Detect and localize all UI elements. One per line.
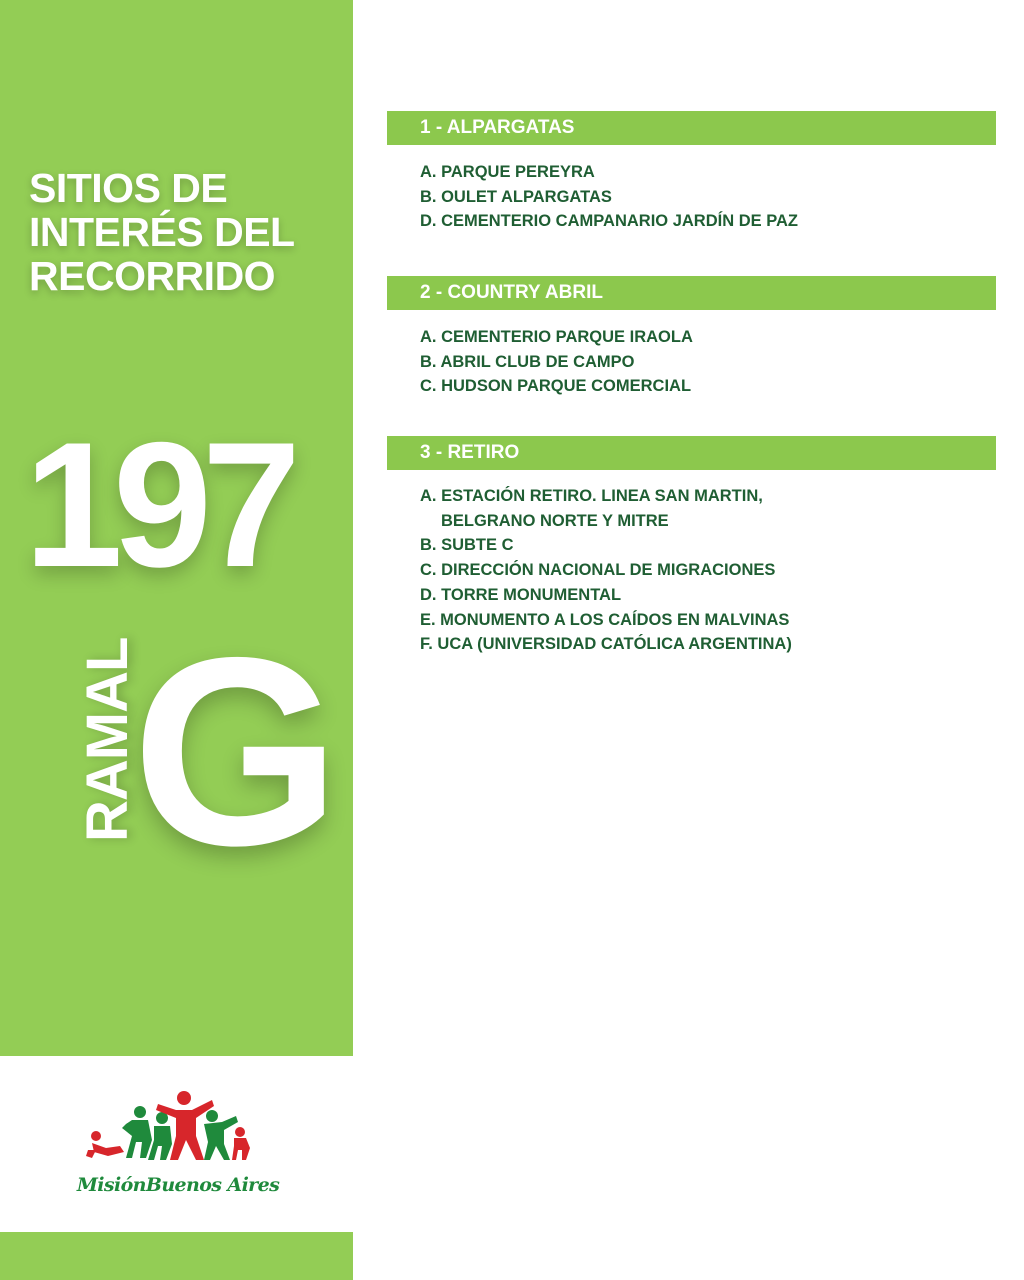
list-item: B. OULET ALPARGATAS xyxy=(420,187,612,206)
section-list xyxy=(387,145,996,234)
sidebar-title-line: INTERÉS DEL xyxy=(29,209,295,255)
sidebar-bottom-strip xyxy=(0,1232,353,1280)
list-item: F. UCA (UNIVERSIDAD CATÓLICA ARGENTINA) xyxy=(420,635,792,654)
list-item: D. TORRE MONUMENTAL xyxy=(420,585,622,604)
sidebar-panel xyxy=(0,0,353,1056)
logo-name: MisiónBuenos Aires xyxy=(76,1174,280,1196)
section-country-abril xyxy=(387,276,996,399)
sidebar-title-line: SITIOS DE xyxy=(29,165,228,211)
section-header: 1 - ALPARGATAS xyxy=(387,111,996,145)
people-figures-icon xyxy=(62,1088,294,1178)
ramal-letter: G xyxy=(132,601,341,901)
section-header: 3 - RETIRO xyxy=(387,436,996,470)
route-number: 197 xyxy=(24,405,291,604)
list-item: C. HUDSON PARQUE COMERCIAL xyxy=(420,377,692,396)
list-item: A. PARQUE PEREYRA xyxy=(420,163,595,181)
list-item: B. SUBTE C xyxy=(420,536,514,555)
section-list xyxy=(387,470,996,657)
section-list xyxy=(387,310,996,399)
sidebar-title-line: RECORRIDO xyxy=(29,253,276,299)
mision-buenos-aires-logo xyxy=(62,1088,294,1206)
ramal-label: RAMAL xyxy=(75,637,140,842)
section-retiro xyxy=(387,436,996,657)
list-item: E. MONUMENTO A LOS CAÍDOS EN MALVINAS xyxy=(420,610,790,629)
list-item: A. CEMENTERIO PARQUE IRAOLA xyxy=(420,328,693,346)
list-item: A. ESTACIÓN RETIRO. LINEA SAN MARTIN, xyxy=(420,487,763,505)
list-item-continuation: BELGRANO NORTE Y MITRE xyxy=(441,511,669,530)
sidebar-title xyxy=(29,166,339,298)
list-item: C. DIRECCIÓN NACIONAL DE MIGRACIONES xyxy=(420,561,776,580)
list-item: B. ABRIL CLUB DE CAMPO xyxy=(420,352,635,371)
section-header: 2 - COUNTRY ABRIL xyxy=(387,276,996,310)
list-item: D. CEMENTERIO CAMPANARIO JARDÍN DE PAZ xyxy=(420,212,798,231)
section-alpargatas xyxy=(387,111,996,234)
